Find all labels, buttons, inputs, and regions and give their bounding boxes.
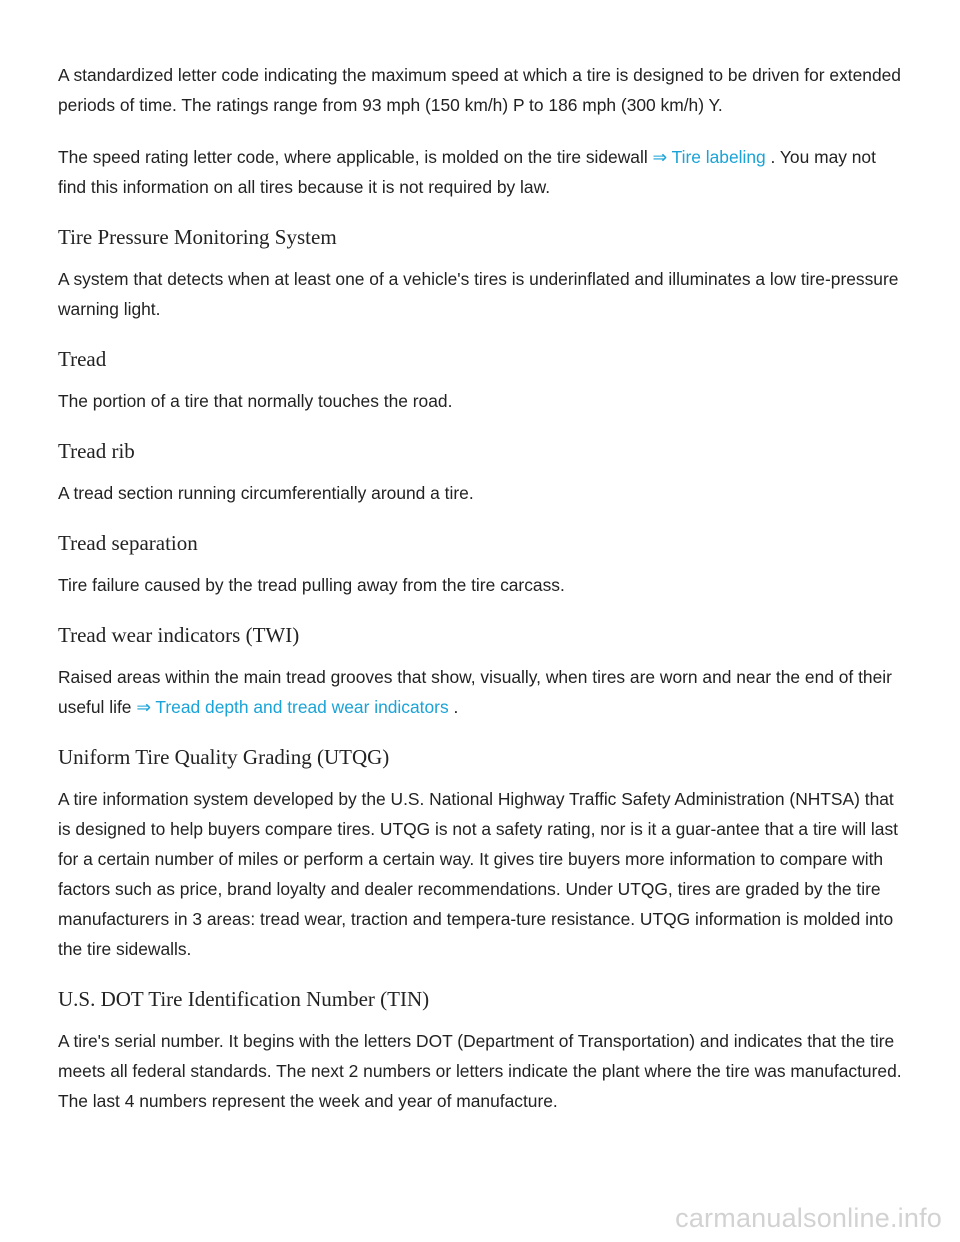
utqg-heading: Uniform Tire Quality Grading (UTQG) (58, 745, 390, 769)
speed-rating-text-after: . You may not find this information on all tires because it is not required by law. (58, 147, 876, 197)
speed-rating-location-paragraph (58, 142, 904, 202)
tread-depth-link[interactable]: ⇒ Tread depth and tread wear indicators (136, 697, 449, 717)
tread-separation-heading: Tread separation (58, 531, 198, 555)
tread-heading: Tread (58, 347, 107, 371)
document-page (58, 60, 904, 1116)
speed-rating-paragraph: A standardized letter code indicating the maximum speed at which a tire is designed to be driven for extended periods of time. The ratings range from 93 mph (150 km/h) P to 186 mph (300 km/h) Y. (58, 65, 901, 115)
twi-definition (58, 662, 904, 722)
utqg-definition: A tire information system developed by the U.S. National Highway Traffic Safety Administration (NHTSA) that is designed to help buyers compare tires. UTQG is not a safety rating, nor is it a guar-antee that a tire will last for a certain number of miles or perform a certain way. It gives tire buyers more information to compare with factors such as price, brand loyalty and dealer recommendations. Under UTQG, tires are graded by the tire manufacturers in 3 areas: tread wear, traction and tempera-ture resistance. UTQG information is molded into the tire sidewalls. (58, 789, 898, 959)
tpms-heading: Tire Pressure Monitoring System (58, 225, 337, 249)
speed-rating-text-before: The speed rating letter code, where applicable, is molded on the tire sidewall (58, 147, 653, 167)
twi-text-after: . (448, 697, 459, 717)
twi-text-before: Raised areas within the main tread grooves that show, visually, when tires are worn and near the end of their useful life (58, 667, 892, 717)
site-watermark: carmanualsonline.info (675, 1203, 942, 1233)
tread-definition: The portion of a tire that normally touches the road. (58, 391, 453, 411)
twi-heading: Tread wear indicators (TWI) (58, 623, 300, 647)
tin-heading: U.S. DOT Tire Identification Number (TIN) (58, 987, 430, 1011)
tread-rib-heading: Tread rib (58, 439, 135, 463)
tin-definition: A tire's serial number. It begins with the letters DOT (Department of Transportation) and indicates that the tire meets all federal standards. The next 2 numbers or letters indicate the plant where the tire was manufactured. The last 4 numbers represent the week and year of manufacture. (58, 1031, 902, 1111)
tread-separation-definition: Tire failure caused by the tread pulling away from the tire carcass. (58, 575, 565, 595)
tpms-definition: A system that detects when at least one of a vehicle's tires is underinflated and illuminates a low tire-pressure warning light. (58, 269, 899, 319)
tread-rib-definition: A tread section running circumferentially around a tire. (58, 483, 474, 503)
tire-labeling-link[interactable]: ⇒ Tire labeling (652, 147, 766, 167)
